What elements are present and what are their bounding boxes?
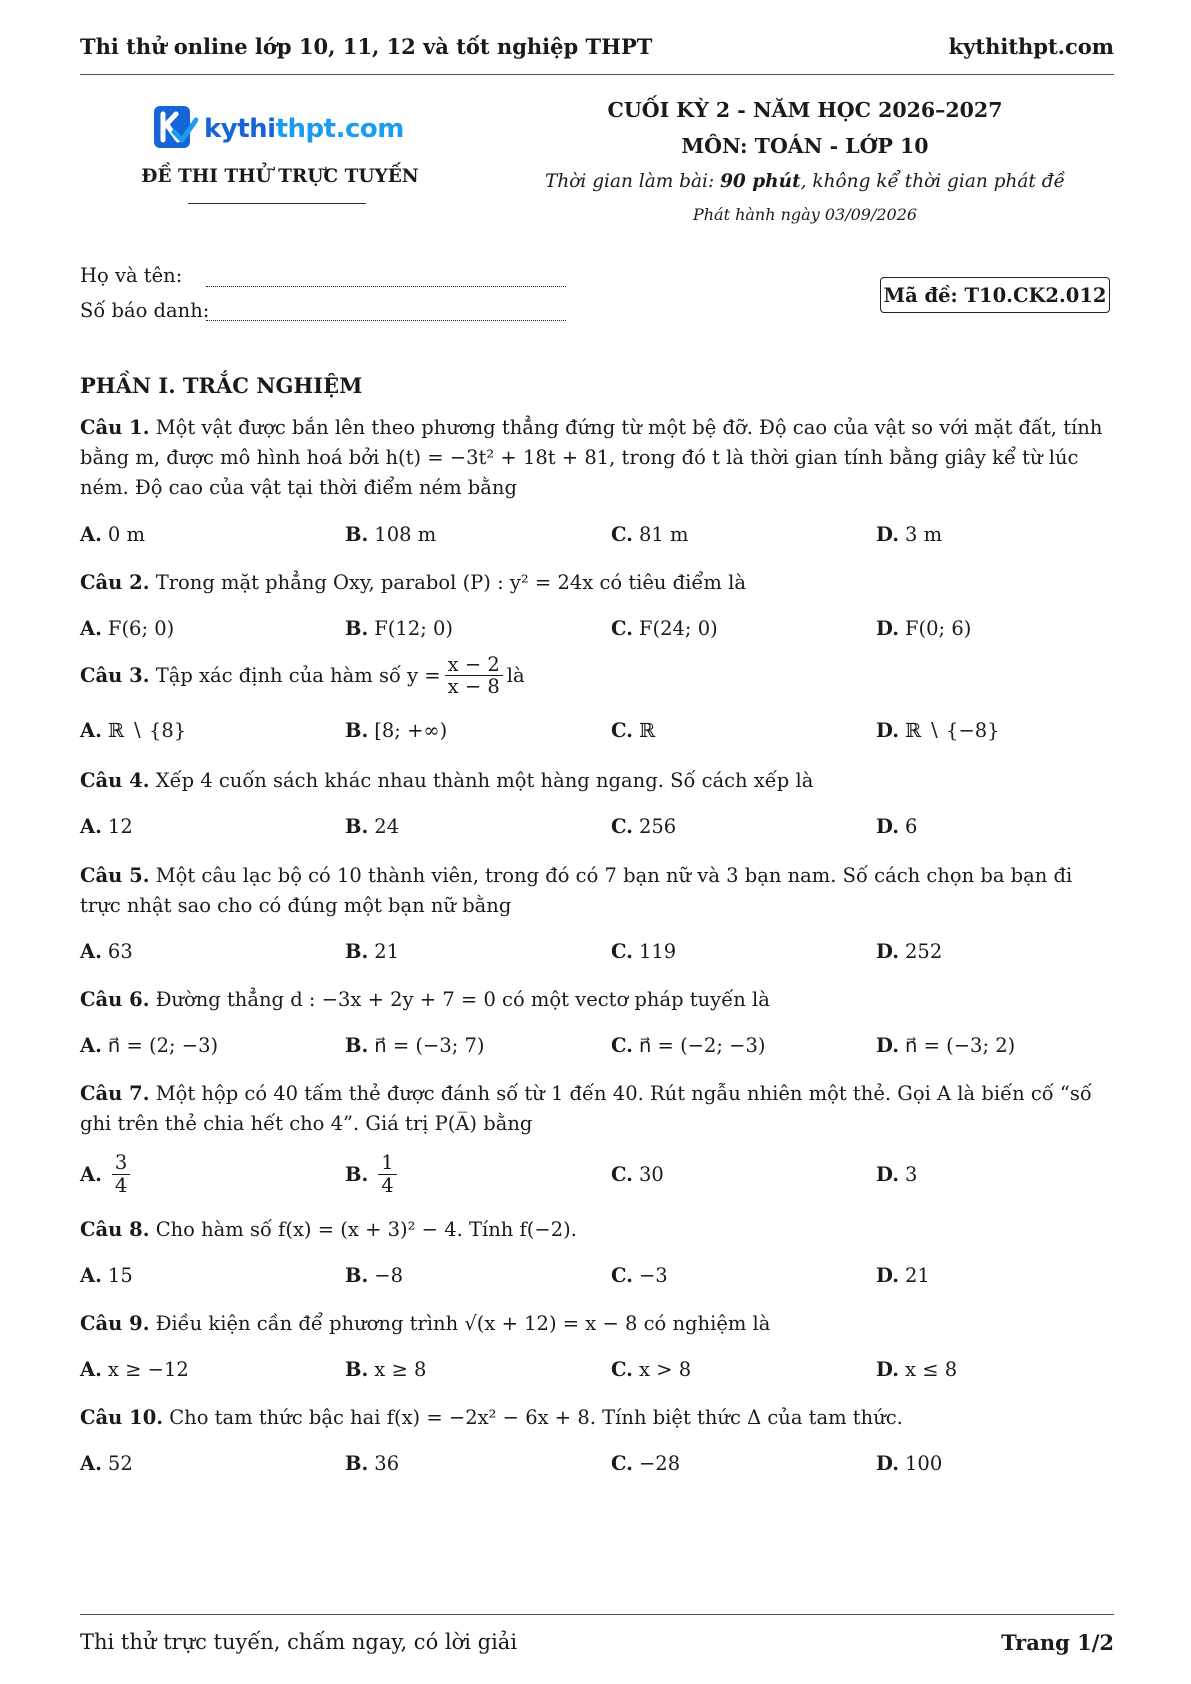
question-5: Câu 5. Một câu lạc bộ có 10 thành viên, trong đó có 7 bạn nữ và 3 bạn nam. Số cách chọn ba bạn đi trực nhật sao cho có đúng một bạn nữ bằng <box>80 864 1073 917</box>
option-b[interactable]: B. 108 m <box>345 522 437 546</box>
question-2-options <box>80 610 1140 646</box>
option-b[interactable]: B. [8; +∞) <box>345 718 448 742</box>
question-7-options <box>80 1148 1140 1200</box>
option-a[interactable]: A. 0 m <box>80 522 146 546</box>
option-a[interactable]: A. ℝ ∖ {8} <box>80 718 187 742</box>
question-9-options <box>80 1351 1140 1387</box>
question-3: Câu 3. Tập xác định của hàm số y = $\frac{x - 2}{x - 8}$ là <box>80 653 525 699</box>
exam-title-block <box>540 92 1070 230</box>
name-field[interactable] <box>206 286 566 287</box>
question-8: Câu 8. Cho hàm số f(x) = (x + 3)² − 4. Tính f(−2). <box>80 1218 577 1241</box>
option-c[interactable]: C. x > 8 <box>611 1357 692 1381</box>
option-a[interactable]: A. F(6; 0) <box>80 616 175 640</box>
exam-code-box: Mã đề: T10.CK2.012 <box>880 277 1110 313</box>
question-1-options <box>80 516 1140 552</box>
exam-title: CUỐI KỲ 2 - NĂM HỌC 2026–2027 <box>607 98 1003 122</box>
option-d[interactable]: D. 3 <box>876 1162 918 1186</box>
option-b[interactable]: B. F(12; 0) <box>345 616 454 640</box>
subtitle-underline <box>188 203 366 204</box>
option-d[interactable]: D. 252 <box>876 939 943 963</box>
option-c[interactable]: C. ℝ <box>611 718 656 742</box>
option-b[interactable]: B. $\frac{1}{4}$ <box>345 1148 401 1200</box>
option-d[interactable]: D. 6 <box>876 814 918 838</box>
option-c[interactable]: C. −28 <box>611 1451 681 1475</box>
question-9: Câu 9. Điều kiện cần để phương trình √(x + 12) = x − 8 có nghiệm là <box>80 1312 771 1335</box>
footer-tagline: Thi thử trực tuyến, chấm ngay, có lời giải <box>80 1630 518 1654</box>
exam-duration: Thời gian làm bài: 90 phút, không kể thời gian phát đề <box>545 171 1065 192</box>
option-a[interactable]: A. 15 <box>80 1263 133 1287</box>
question-4-options <box>80 808 1140 844</box>
page-footer <box>80 1630 1114 1655</box>
question-8-options <box>80 1257 1140 1293</box>
option-c[interactable]: C. 256 <box>611 814 677 838</box>
id-label: Số báo danh: <box>80 299 210 322</box>
exam-subtitle: ĐỀ THI THỬ TRỰC TUYẾN <box>141 166 419 187</box>
option-b[interactable]: B. 24 <box>345 814 400 838</box>
option-d[interactable]: D. x ≤ 8 <box>876 1357 958 1381</box>
option-c[interactable]: C. 30 <box>611 1162 664 1186</box>
option-c[interactable]: C. 81 m <box>611 522 689 546</box>
option-a[interactable]: A. n⃗ = (2; −3) <box>80 1033 219 1057</box>
footer-divider <box>80 1614 1114 1615</box>
option-d[interactable]: D. 21 <box>876 1263 930 1287</box>
option-b[interactable]: B. 21 <box>345 939 400 963</box>
option-b[interactable]: B. n⃗ = (−3; 7) <box>345 1033 485 1057</box>
option-a[interactable]: A. 52 <box>80 1451 133 1475</box>
header-divider <box>80 74 1114 75</box>
logo-wordmark: kythithpt.com <box>204 114 404 144</box>
option-b[interactable]: B. x ≥ 8 <box>345 1357 427 1381</box>
option-a[interactable]: A. 12 <box>80 814 133 838</box>
fraction: $\frac{3}{4}$ <box>112 1152 130 1196</box>
question-6-options <box>80 1027 1140 1063</box>
site-logo[interactable] <box>152 100 412 158</box>
page-header <box>80 24 1114 68</box>
option-b[interactable]: B. −8 <box>345 1263 404 1287</box>
exam-release-date: Phát hành ngày 03/09/2026 <box>692 205 918 224</box>
question-10-options <box>80 1445 1140 1481</box>
option-c[interactable]: C. F(24; 0) <box>611 616 718 640</box>
option-c[interactable]: C. 119 <box>611 939 677 963</box>
option-a[interactable]: A. x ≥ −12 <box>80 1357 189 1381</box>
option-a[interactable]: A. $\frac{3}{4}$ <box>80 1148 134 1200</box>
option-d[interactable]: D. n⃗ = (−3; 2) <box>876 1033 1016 1057</box>
id-field[interactable] <box>206 320 566 321</box>
question-3-options <box>80 712 1140 748</box>
option-d[interactable]: D. F(0; 6) <box>876 616 972 640</box>
header-title: Thi thử online lớp 10, 11, 12 và tốt nghiệp THPT <box>80 33 653 59</box>
option-c[interactable]: C. −3 <box>611 1263 668 1287</box>
option-d[interactable]: D. 100 <box>876 1451 943 1475</box>
question-5-options <box>80 933 1140 969</box>
question-6: Câu 6. Đường thẳng d : −3x + 2y + 7 = 0 có một vectơ pháp tuyến là <box>80 988 770 1011</box>
fraction: $\frac{x - 2}{x - 8}$ <box>445 654 503 698</box>
question-7: Câu 7. Một hộp có 40 tấm thẻ được đánh số từ 1 đến 40. Rút ngẫu nhiên một thẻ. Gọi A là biến cố “số ghi trên thẻ chia hết cho 4”. Giá trị P(A̅) bằng <box>80 1082 1092 1135</box>
option-d[interactable]: D. ℝ ∖ {−8} <box>876 718 1000 742</box>
question-1: Câu 1. Một vật được bắn lên theo phương thẳng đứng từ một bệ đỡ. Độ cao của vật so với mặt đất, tính bằng m, được mô hình hoá bởi h(t) = −3t² + 18t + 81, trong đó t là thời gian tính bằng giây kể từ lúc ném. Độ cao của vật tại thời điểm ném bằng <box>80 416 1103 499</box>
option-c[interactable]: C. n⃗ = (−2; −3) <box>611 1033 766 1057</box>
section-title: PHẦN I. TRẮC NGHIỆM <box>80 373 363 398</box>
name-label: Họ và tên: <box>80 264 183 287</box>
option-a[interactable]: A. 63 <box>80 939 133 963</box>
question-4: Câu 4. Xếp 4 cuốn sách khác nhau thành một hàng ngang. Số cách xếp là <box>80 769 814 792</box>
logo-k-check-icon <box>152 102 198 156</box>
option-b[interactable]: B. 36 <box>345 1451 400 1475</box>
question-2: Câu 2. Trong mặt phẳng Oxy, parabol (P) : y² = 24x có tiêu điểm là <box>80 571 746 594</box>
question-10: Câu 10. Cho tam thức bậc hai f(x) = −2x² − 6x + 8. Tính biệt thức Δ của tam thức. <box>80 1406 903 1429</box>
page-number: Trang 1/2 <box>1001 1630 1114 1655</box>
exam-subject: MÔN: TOÁN - LỚP 10 <box>681 134 929 158</box>
header-site-link[interactable]: kythithpt.com <box>948 33 1114 59</box>
fraction: $\frac{1}{4}$ <box>378 1152 396 1196</box>
option-d[interactable]: D. 3 m <box>876 522 943 546</box>
